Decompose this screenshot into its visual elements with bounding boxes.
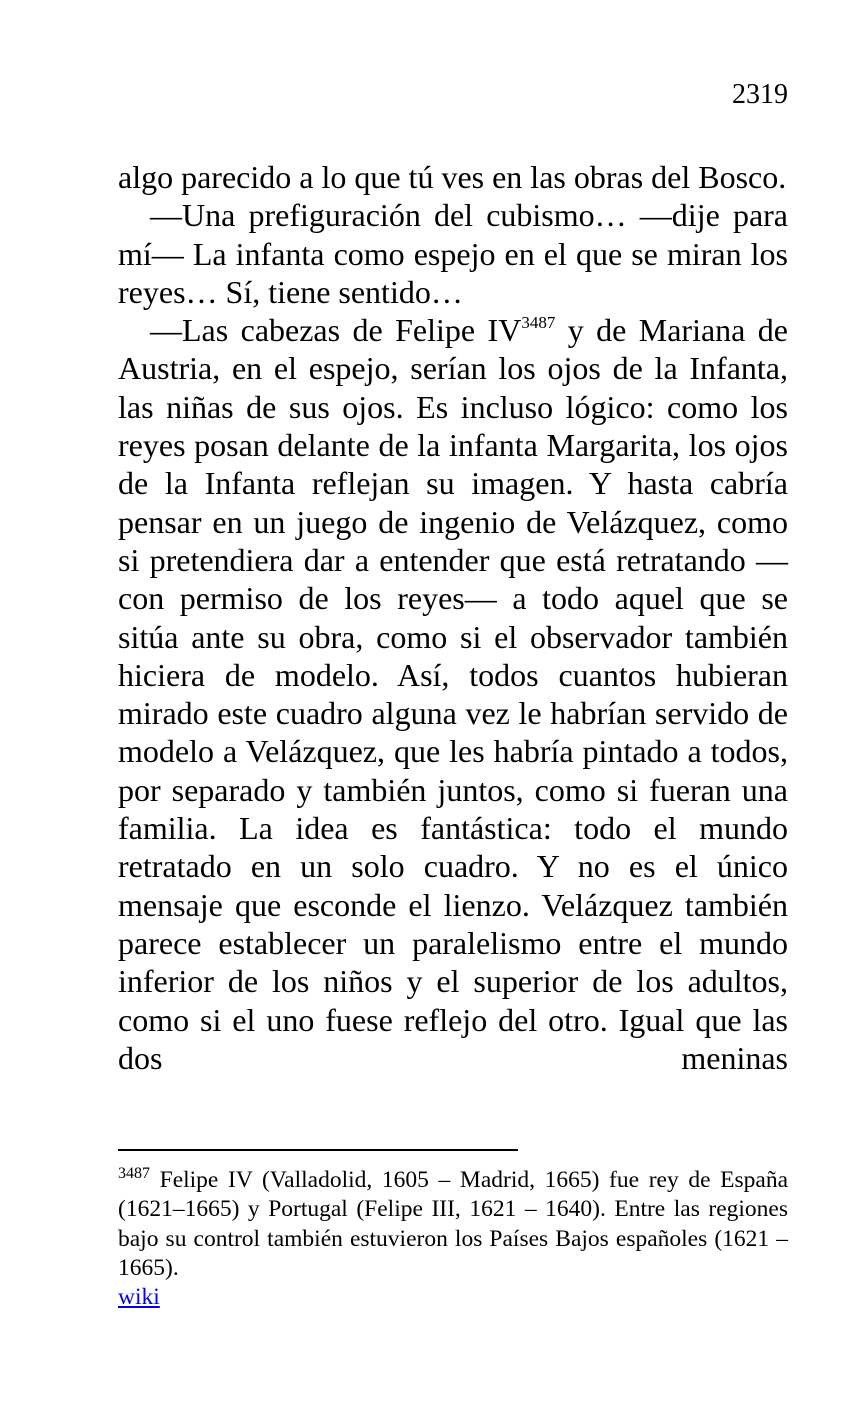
wiki-link[interactable]: wiki	[118, 1284, 160, 1311]
footnote-link-line	[118, 1283, 788, 1312]
paragraph-text: —Las cabezas de Felipe IV	[150, 312, 522, 349]
footnote-marker: 3487	[118, 1165, 150, 1182]
footnote-reference[interactable]: 3487	[521, 313, 556, 333]
footnote-text: Felipe IV (Valladolid, 1605 – Madrid, 1665) fue rey de España (1621–1665) y Portugal (Felipe III, 1621 – 1640). Entre las regiones bajo su control también estuvieron los Países Bajos españoles (1621 – 1665).	[118, 1167, 788, 1281]
main-text	[118, 158, 788, 1077]
footnote-divider	[118, 1149, 518, 1151]
paragraph: —Una prefiguración del cubismo… —dije para mí— La infanta como espejo en el que se miran los reyes… Sí, tiene sentido…	[118, 197, 788, 310]
paragraph-text: y de Mariana de Austria, en el espejo, serían los ojos de la Infanta, las niñas de sus ojos. Es incluso lógico: como los reyes posan delante de la infanta Margarita, los ojos de la Infanta reflejan su imagen. Y hasta cabría pensar en un juego de ingenio de Velázquez, como si pretendiera dar a entender que está retratando —con permiso de los reyes— a todo aquel que se sitúa ante su obra, como si el observador también hiciera de modelo. Así, todos cuantos hubieran mirado este cuadro alguna vez le habrían servido de modelo a Velázquez, que les habría pintado a todos, por separado y también juntos, como si fueran una familia. La idea es fantástica: todo el mundo retratado en un solo cuadro. Y no es el único mensaje que esconde el lienzo. Velázquez también parece establecer un paralelismo entre el mundo inferior de los niños y el superior de los adultos, como si el uno fuese reflejo del otro. Igual que las dos meninas	[118, 312, 789, 1076]
paragraph: algo parecido a lo que tú ves en las obras del Bosco.	[118, 159, 787, 195]
page-number: 2319	[732, 79, 788, 110]
paragraph	[118, 311, 788, 1077]
footnote	[118, 1166, 788, 1283]
footnotes	[118, 1166, 788, 1312]
